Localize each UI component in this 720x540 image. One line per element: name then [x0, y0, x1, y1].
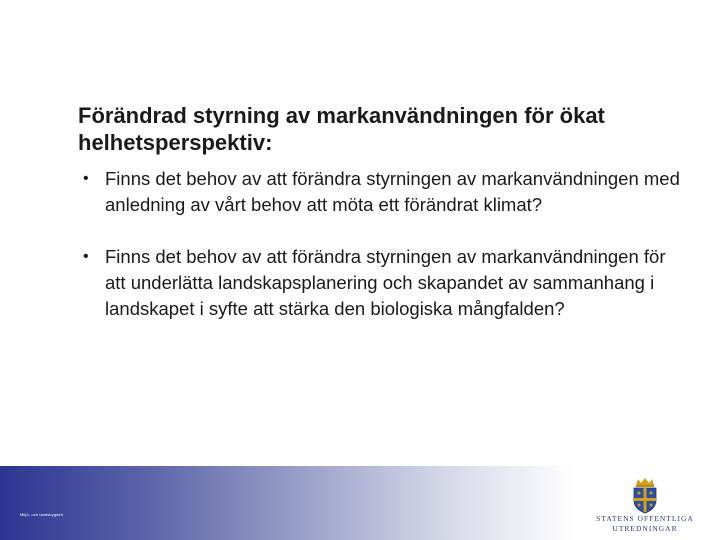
bullet-marker: • [83, 170, 89, 187]
logo-text-line1: STATENS OFFENTLIGA [596, 514, 694, 523]
sou-logo [590, 476, 700, 536]
bullet-list [80, 166, 680, 348]
footer-small-text: Miljö- och landsbygden [20, 512, 64, 517]
bullet-item [80, 244, 680, 322]
bullet-marker: • [83, 248, 89, 265]
slide-title: Förändrad styrning av markanvändningen för ökat helhetsperspektiv: [78, 103, 605, 155]
logo-text-line2: UTREDNINGAR [612, 524, 678, 533]
bullet-text: Finns det behov av att förändra styrningen av markanvändningen med anledning av vårt behov att möta ett förändrat klimat? [105, 168, 680, 215]
crown-shield-icon [590, 476, 700, 514]
bullet-item [80, 166, 680, 218]
bullet-text: Finns det behov av att förändra styrningen av markanvändningen för att underlätta landskapsplanering och skapandet av sammanhang i landskapet i syfte att stärka den biologiska mångfalden? [105, 246, 666, 319]
